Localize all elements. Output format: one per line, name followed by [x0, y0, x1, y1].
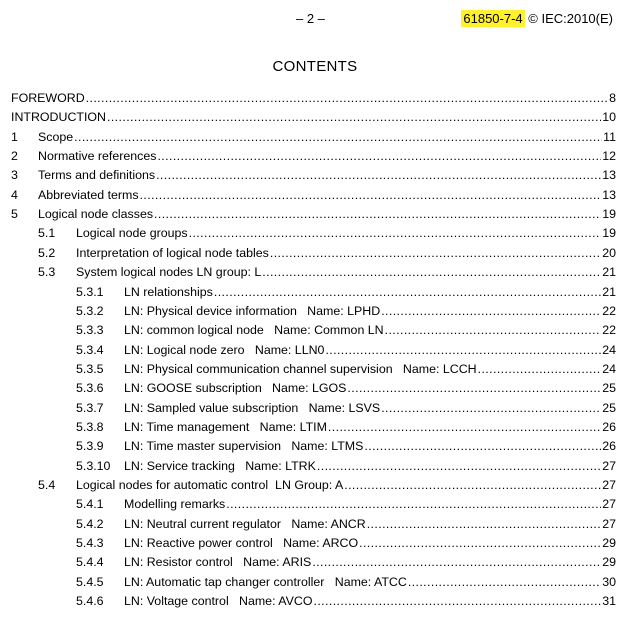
toc-dot-leader [154, 205, 601, 224]
toc-dot-leader [313, 592, 601, 611]
toc-entry-line [124, 341, 616, 360]
toc-page-number: 25 [602, 400, 616, 415]
toc-entry[interactable] [0, 476, 630, 495]
toc-section-title: FOREWORD [11, 91, 85, 105]
toc-page-number: 27 [602, 458, 616, 473]
toc-section-title: LN: Physical device information Name: LPHD [124, 303, 381, 318]
toc-entry-line [11, 89, 616, 108]
toc-entry-line [124, 283, 616, 302]
toc-page-number: 26 [602, 439, 616, 454]
toc-section-number: 5.3.10 [76, 458, 111, 473]
toc-entry-line [124, 457, 616, 476]
toc-entry[interactable] [0, 495, 630, 514]
toc-dot-leader [189, 224, 602, 243]
toc-dot-leader [478, 360, 602, 379]
toc-entry-line [76, 244, 616, 263]
toc-entry[interactable] [0, 108, 630, 127]
toc-entry[interactable] [0, 437, 630, 456]
toc-entry-line [11, 108, 616, 127]
toc-dot-leader [367, 515, 601, 534]
toc-entry[interactable] [0, 360, 630, 379]
toc-entry[interactable] [0, 399, 630, 418]
toc-section-title: LN: Service tracking Name: LTRK [124, 458, 316, 473]
toc-page-number: 13 [602, 187, 616, 202]
toc-entry-line [124, 302, 616, 321]
toc-entry-line [38, 186, 616, 205]
toc-dot-leader [262, 263, 601, 282]
toc-entry[interactable] [0, 224, 630, 243]
toc-dot-leader [226, 495, 601, 514]
document-identifier [461, 11, 613, 26]
toc-page-number: 27 [602, 478, 616, 492]
toc-page-number: 30 [602, 574, 616, 589]
toc-section-number: 2 [11, 149, 18, 164]
copyright-edition: © IEC:2010(E) [524, 11, 613, 26]
toc-section-title: LN: Voltage control Name: AVCO [124, 594, 313, 609]
toc-entry[interactable] [0, 263, 630, 282]
toc-page-number: 25 [602, 381, 616, 396]
toc-section-title: Interpretation of logical node tables [76, 245, 269, 260]
toc-page-number: 22 [602, 303, 616, 318]
toc-section-title: Scope [38, 129, 74, 144]
toc-dot-leader [140, 186, 602, 205]
toc-section-number: 5.4.1 [76, 497, 104, 512]
toc-dot-leader [347, 379, 601, 398]
toc-section-number: 5 [11, 207, 18, 222]
toc-section-title: LN: Time master supervision Name: LTMS [124, 439, 364, 454]
toc-entry-line [76, 263, 616, 282]
toc-section-number: 5.4.5 [76, 574, 104, 589]
toc-entry[interactable] [0, 128, 630, 147]
toc-section-title: LN: Resistor control Name: ARIS [124, 555, 312, 570]
toc-entry[interactable] [0, 244, 630, 263]
toc-page-number: 27 [602, 497, 616, 512]
toc-dot-leader [381, 399, 601, 418]
toc-dot-leader [385, 321, 602, 340]
toc-entry-line [38, 205, 616, 224]
toc-entry-line [124, 553, 616, 572]
toc-entry-line [38, 147, 616, 166]
toc-page-number: 8 [609, 91, 616, 105]
toc-dot-leader [156, 166, 601, 185]
toc-section-number: 5.3 [38, 265, 56, 280]
toc-page-number: 13 [602, 168, 616, 183]
toc-section-number: 5.4.3 [76, 536, 104, 551]
toc-dot-leader [317, 457, 601, 476]
toc-entry-line [124, 573, 616, 592]
toc-entry-line [76, 224, 616, 243]
toc-entry[interactable] [0, 186, 630, 205]
toc-dot-leader [381, 302, 601, 321]
toc-section-title: INTRODUCTION [11, 110, 106, 125]
toc-section-number: 5.3.6 [76, 381, 104, 396]
toc-section-number: 5.4 [38, 478, 56, 492]
toc-entry[interactable] [0, 534, 630, 553]
toc-section-title: LN: Sampled value subscription Name: LSVS [124, 400, 381, 415]
toc-section-number: 5.1 [38, 226, 56, 241]
toc-section-title: Normative references [38, 149, 157, 164]
toc-dot-leader [364, 437, 601, 456]
toc-entry[interactable] [0, 515, 630, 534]
toc-entry-line [76, 476, 616, 495]
page-number: – 2 – [296, 11, 325, 26]
toc-dot-leader [344, 476, 601, 495]
toc-entry[interactable] [0, 592, 630, 611]
toc-section-title: System logical nodes LN group: L [76, 265, 262, 280]
toc-section-title: LN: Physical communication channel supervision Name: LCCH [124, 361, 477, 376]
toc-page-number: 12 [602, 149, 616, 164]
toc-section-number: 1 [11, 129, 18, 144]
toc-entry[interactable] [0, 573, 630, 592]
toc-section-number: 5.3.9 [76, 439, 104, 454]
toc-dot-leader [359, 534, 601, 553]
toc-section-number: 5.4.2 [76, 516, 104, 531]
toc-dot-leader [325, 341, 601, 360]
toc-page-number: 24 [602, 361, 616, 376]
toc-entry-line [38, 166, 616, 185]
toc-section-title: Abbreviated terms [38, 187, 139, 202]
toc-section-number: 4 [11, 187, 18, 202]
toc-entry[interactable] [0, 321, 630, 340]
toc-section-title: LN: Neutral current regulator Name: ANCR [124, 516, 366, 531]
toc-section-title: LN relationships [124, 284, 213, 299]
toc-section-title: Logical node classes [38, 207, 154, 222]
highlighted-standard-number: 61850-7-4 [463, 11, 523, 26]
toc-page-number: 22 [602, 323, 616, 338]
toc-dot-leader [408, 573, 601, 592]
toc-page-number: 27 [602, 516, 616, 531]
toc-entry[interactable] [0, 283, 630, 302]
toc-section-title: Logical nodes for automatic control LN Group: A [76, 478, 344, 492]
toc-dot-leader [214, 283, 601, 302]
toc-entry-line [124, 437, 616, 456]
toc-page-number: 31 [602, 594, 616, 609]
toc-entry-line [124, 534, 616, 553]
toc-section-title: Terms and definitions [38, 168, 156, 183]
toc-section-title: Logical node groups [76, 226, 188, 241]
toc-entry[interactable] [0, 147, 630, 166]
toc-section-title: Modelling remarks [124, 497, 226, 512]
toc-dot-leader [270, 244, 601, 263]
toc-page-number: 26 [602, 419, 616, 434]
toc-dot-leader [86, 89, 608, 108]
toc-section-number: 5.3.2 [76, 303, 104, 318]
toc-entry[interactable] [0, 89, 630, 108]
toc-entry-line [124, 321, 616, 340]
toc-page-number: 29 [602, 555, 616, 570]
toc-section-number: 5.3.7 [76, 400, 104, 415]
toc-entry-line [124, 592, 616, 611]
toc-entry[interactable] [0, 418, 630, 437]
toc-entry-line [124, 515, 616, 534]
toc-entry[interactable] [0, 205, 630, 224]
toc-section-title: LN: GOOSE subscription Name: LGOS [124, 381, 347, 396]
toc-entry[interactable] [0, 166, 630, 185]
contents-title: CONTENTS [272, 58, 358, 75]
toc-section-number: 5.3.8 [76, 419, 104, 434]
toc-section-number: 5.3.4 [76, 342, 104, 357]
toc-page-number: 21 [602, 265, 616, 280]
toc-entry[interactable] [0, 553, 630, 572]
toc-page-number: 19 [602, 226, 616, 241]
toc-section-number: 5.3.1 [76, 284, 104, 299]
toc-section-number: 5.3.5 [76, 361, 104, 376]
toc-entry-line [124, 360, 616, 379]
toc-section-title: LN: Logical node zero Name: LLN0 [124, 342, 325, 357]
toc-page-number: 11 [603, 129, 616, 144]
toc-page-number: 24 [602, 342, 616, 357]
toc-section-title: LN: Reactive power control Name: ARCO [124, 536, 359, 551]
toc-entry[interactable] [0, 457, 630, 476]
toc-section-number: 5.3.3 [76, 323, 104, 338]
toc-section-title: LN: Automatic tap changer controller Name: ATCC [124, 574, 407, 589]
toc-entry-line [38, 128, 616, 147]
toc-entry[interactable] [0, 341, 630, 360]
toc-page-number: 10 [602, 110, 616, 125]
toc-dot-leader [107, 108, 601, 127]
toc-section-number: 5.4.4 [76, 555, 104, 570]
toc-section-title: LN: Time management Name: LTIM [124, 419, 327, 434]
toc-entry-line [124, 418, 616, 437]
toc-entry-line [124, 495, 616, 514]
toc-dot-leader [74, 128, 602, 147]
toc-dot-leader [328, 418, 601, 437]
toc-entry[interactable] [0, 379, 630, 398]
toc-page-number: 21 [602, 284, 616, 299]
toc-section-number: 5.4.6 [76, 594, 104, 609]
toc-page-number: 19 [602, 207, 616, 222]
toc-section-number: 3 [11, 168, 18, 183]
toc-entry-line [124, 399, 616, 418]
toc-dot-leader [312, 553, 601, 572]
toc-page-number: 29 [602, 536, 616, 551]
toc-entry-line [124, 379, 616, 398]
toc-entry[interactable] [0, 302, 630, 321]
toc-page-number: 20 [602, 245, 616, 260]
toc-section-title: LN: common logical node Name: Common LN [124, 323, 384, 338]
toc-section-number: 5.2 [38, 245, 56, 260]
toc-dot-leader [157, 147, 601, 166]
page-header [0, 8, 630, 30]
